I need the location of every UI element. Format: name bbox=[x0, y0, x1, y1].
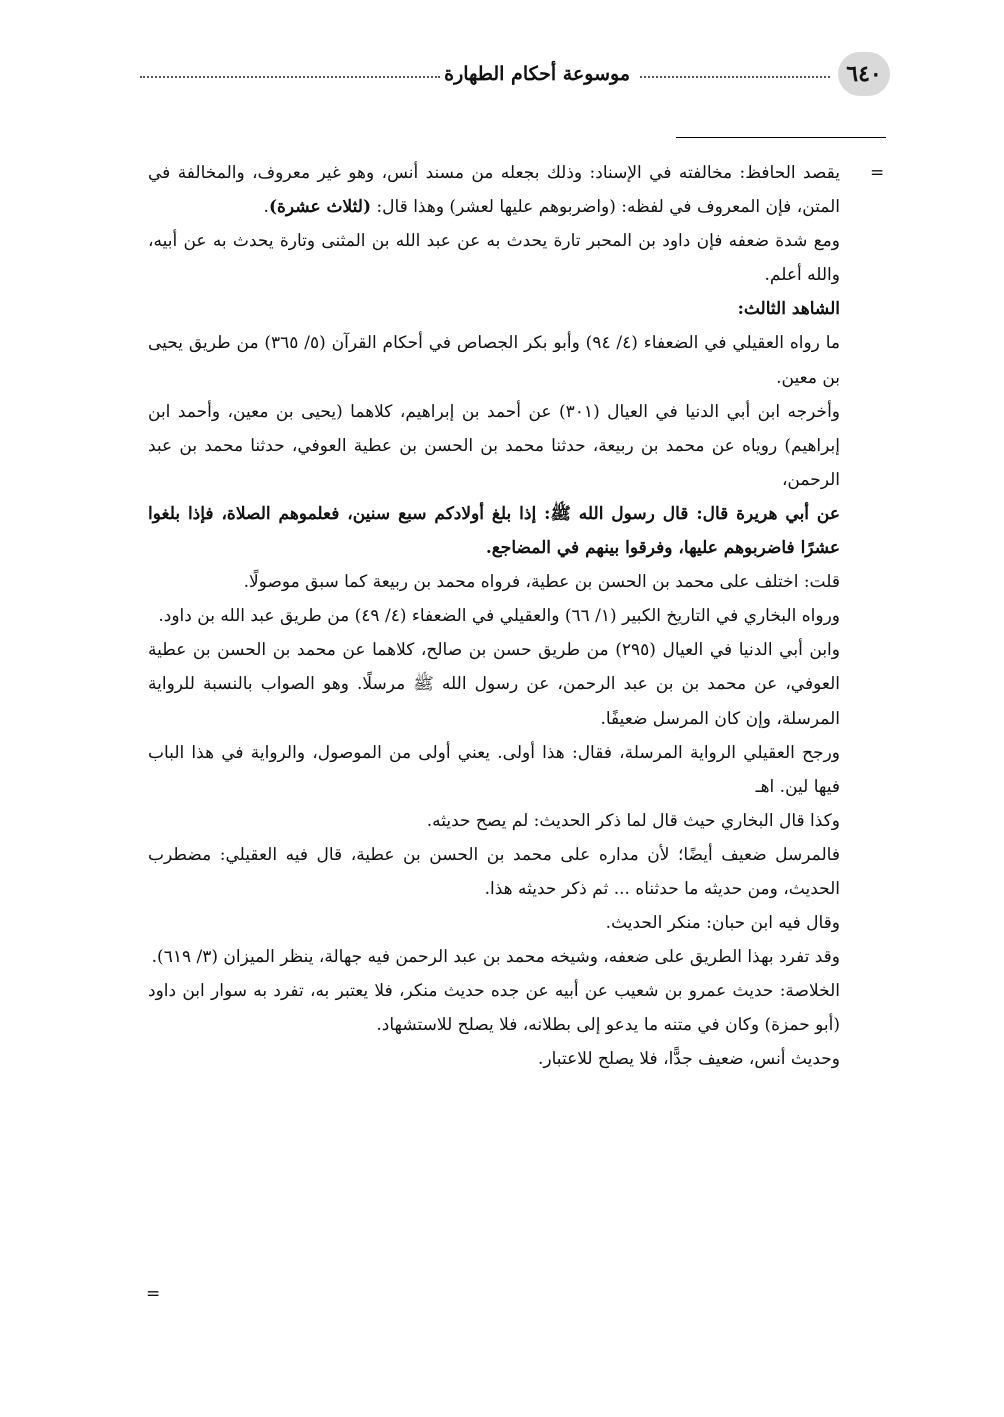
paragraph: ومع شدة ضعفه فإن داود بن المحبر تارة يحدث به عن عبد الله بن المثنى وتارة يحدث به عن أبيه، والله أعلم. bbox=[148, 231, 840, 286]
paragraph: فالمرسل ضعيف أيضًا؛ لأن مداره على محمد بن الحسن بن عطية، قال فيه العقيلي: مضطرب الحديث، ومن حديثه ما حدثناه ... ثم ذكر حديثه هذا. bbox=[148, 844, 840, 899]
paragraph: وأخرجه ابن أبي الدنيا في العيال (٣٠١) عن أحمد بن إبراهيم، كلاهما (يحيى بن معين، وأحمد ابن إبراهيم) روياه عن محمد بن ربيعة، حدثنا محمد بن الحسن بن عطية العوفي، حدثنا محمد بن عبد الرحمن، bbox=[148, 401, 840, 490]
paragraph: وحديث أنس، ضعيف جدًّا، فلا يصلح للاعتبار. bbox=[538, 1049, 840, 1070]
paragraph: وقد تفرد بهذا الطريق على ضعفه، وشيخه محمد بن عبد الرحمن فيه جهالة، ينظر الميزان (٣/ ٦١٩). bbox=[151, 947, 840, 968]
paragraph: يقصد الحافظ: مخالفته في الإسناد: وذلك بجعله من مسند أنس، وهو غير معروف، والمخالفة في المتن، فإن المعروف في لفظه: (واضربوهم عليها لعشر) وهذا قال: (لثلاث عشرة). bbox=[148, 163, 840, 218]
section-heading: الشاهد الثالث: bbox=[737, 299, 840, 320]
footnote-separator bbox=[676, 137, 886, 138]
continuation-marker-top: = bbox=[870, 163, 885, 183]
header-dotted-leader-left bbox=[140, 76, 440, 78]
paragraph: الخلاصة: حديث عمرو بن شعيب عن أبيه عن جده حديث منكر، فلا يعتبر به، تفرد به سوار ابن داود (أبو حمزة) وكان في متنه ما يدعو إلى بطلانه، فلا يصلح للاستشهاد. bbox=[148, 981, 840, 1036]
page-header bbox=[140, 52, 890, 96]
running-title: موسوعة أحكام الطهارة bbox=[444, 63, 630, 85]
paragraph: قلت: اختلف على محمد بن الحسن بن عطية، فرواه محمد بن ربيعة كما سبق موصولًا. bbox=[243, 572, 840, 593]
paragraph: ورواه البخاري في التاريخ الكبير (١/ ٦٦) والعقيلي في الضعفاء (٤/ ٤٩) من طريق عبد الله بن داود. bbox=[158, 606, 840, 627]
page-number: ٦٤٠ bbox=[838, 52, 890, 96]
paragraph: وابن أبي الدنيا في العيال (٢٩٥) من طريق حسن بن صالح، كلاهما عن محمد بن الحسن بن عطية العوفي، عن محمد بن بن عبد الرحمن، عن رسول الله ﷺ مرسلًا. وهو الصواب بالنسبة للرواية المرسلة، وإن كان المرسل ضعيفًا. bbox=[148, 640, 840, 729]
paragraph: ما رواه العقيلي في الضعفاء (٤/ ٩٤) وأبو بكر الجصاص في أحكام القرآن (٥/ ٣٦٥) من طريق يحيى بن معين. bbox=[148, 333, 841, 388]
footnote-body bbox=[148, 156, 840, 1077]
paragraph: ورجح العقيلي الرواية المرسلة، فقال: هذا أولى. يعني أولى من الموصول، والرواية في هذا الباب فيها لين. اهـ bbox=[148, 742, 840, 797]
paragraph: وكذا قال البخاري حيث قال لما ذكر الحديث: لم يصح حديثه. bbox=[426, 810, 840, 831]
header-dotted-leader-right bbox=[640, 76, 830, 78]
continuation-marker-bottom: = bbox=[146, 1284, 161, 1304]
paragraph: وقال فيه ابن حبان: منكر الحديث. bbox=[605, 913, 840, 934]
hadith-text: عن أبي هريرة قال: قال رسول الله ﷺ: إذا بلغ أولادكم سبع سنين، فعلموهم الصلاة، فإذا بلغوا عشرًا فاضربوهم عليها، وفرقوا بينهم في المضاجع. bbox=[148, 503, 840, 559]
